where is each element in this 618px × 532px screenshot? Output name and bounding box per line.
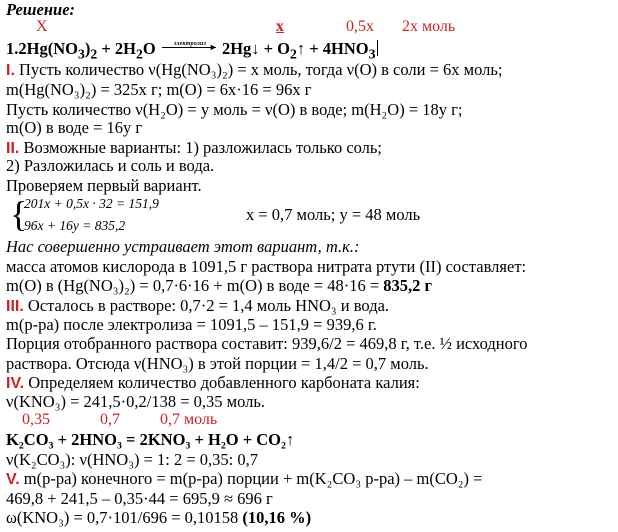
label-x-moles-hg: x xyxy=(276,18,284,35)
step-4-line-1: IV. Определяем количество добавленного карбоната калия: xyxy=(6,373,420,392)
label-half-x: 0,5x xyxy=(346,18,374,35)
label-hno3-moles: 0,7 xyxy=(100,411,120,428)
step-4-line-2: ν(KNO₃) = 241,5·0,2/138 = 0,35 моль. xyxy=(6,392,265,411)
solution-heading: Решение: xyxy=(6,0,76,19)
mass-fraction-result: ω(KNO₃) = 0,7·101/696 = 0,10158 (10,16 %) xyxy=(6,508,312,527)
oxygen-mass-calc: m(O) в (Hg(NO₃)₂) = 0,7·6·16 + m(O) в воде = 48·16 = 835,2 г xyxy=(6,276,433,295)
system-brace: { xyxy=(10,194,28,234)
step-1-line-4: m(O) в воде = 16у г xyxy=(6,118,143,137)
label-two-x: 2x моль xyxy=(402,18,456,35)
reaction-carbonate: K₂CO₃ + 2HNO₃ = 2KNO₃ + H₂O + CO₂↑ xyxy=(6,430,295,449)
step-1-line-1: I. Пусть количество ν(Hg(NO₃)₂) = х моль, тогда ν(О) в соли = 6х моль; xyxy=(6,60,503,79)
label-k2co3-moles: 0,35 xyxy=(22,411,50,428)
step-2-line-3: Проверяем первый вариант. xyxy=(6,176,202,195)
acceptance-note: Нас совершенно устраивает этот вариант, т.к.: xyxy=(6,237,360,256)
reaction-arrow: электролиз ► xyxy=(160,38,218,54)
mole-ratio: ν(K₂CO₃): ν(HNO₃) = 1: 2 = 0,35: 0,7 xyxy=(6,450,258,469)
step-1-line-2: m(Hg(NO₃)₂) = 325х г; m(O) = 6х·16 = 96х г xyxy=(6,80,312,99)
step-3-line-4: раствора. Отсюда ν(HNO₃) в этой порции = 1,4/2 = 0,7 моль. xyxy=(6,354,429,373)
label-kno3-moles: 0,7 моль xyxy=(160,411,218,428)
step-5-line-1: V. m(р-ра) конечного = m(р-ра) порции + m(K₂CO₃ р-ра) – m(CO₂) = xyxy=(6,469,483,488)
step-3-line-3: Порция отобранного раствора составит: 939,6/2 = 469,8 г, т.е. ½ исходного xyxy=(6,334,528,353)
oxygen-mass-line: масса атомов кислорода в 1091,5 г раствора нитрата ртути (II) составляет: xyxy=(6,257,527,276)
step-3-line-1: III. Осталось в растворе: 0,7·2 = 1,4 моль HNO₃ и вода. xyxy=(6,296,390,315)
reaction-electrolysis: $1.2Hg(NO_3)_2 + 2H_2O$ электролиз ► 2Hg↓ + $O_2↑ + 4HNO_3$ xyxy=(6,38,378,64)
step-3-line-2: m(р-ра) после электролиза = 1091,5 – 151,9 = 939,6 г. xyxy=(6,315,377,334)
system-equation-1: 201x + 0,5x · 32 = 151,9 xyxy=(24,196,159,211)
electrolysis-condition: электролиз xyxy=(173,41,207,47)
system-equation-2: 96x + 16y = 835,2 xyxy=(24,218,126,233)
step-2-line-1: II. Возможные варианты: 1) разложилась только соль; xyxy=(6,138,383,157)
system-result: x = 0,7 моль; y = 48 моль xyxy=(246,205,421,224)
step-1-line-3: Пусть количество ν(H₂O) = у моль = ν(О) в воде; m(H₂O) = 18у г; xyxy=(6,100,463,119)
step-2-line-2: 2) Разложилась и соль и вода. xyxy=(6,156,215,175)
step-5-line-2: 469,8 + 241,5 – 0,35·44 = 695,9 ≈ 696 г xyxy=(6,489,273,508)
label-x-moles-salt: X xyxy=(36,18,48,35)
